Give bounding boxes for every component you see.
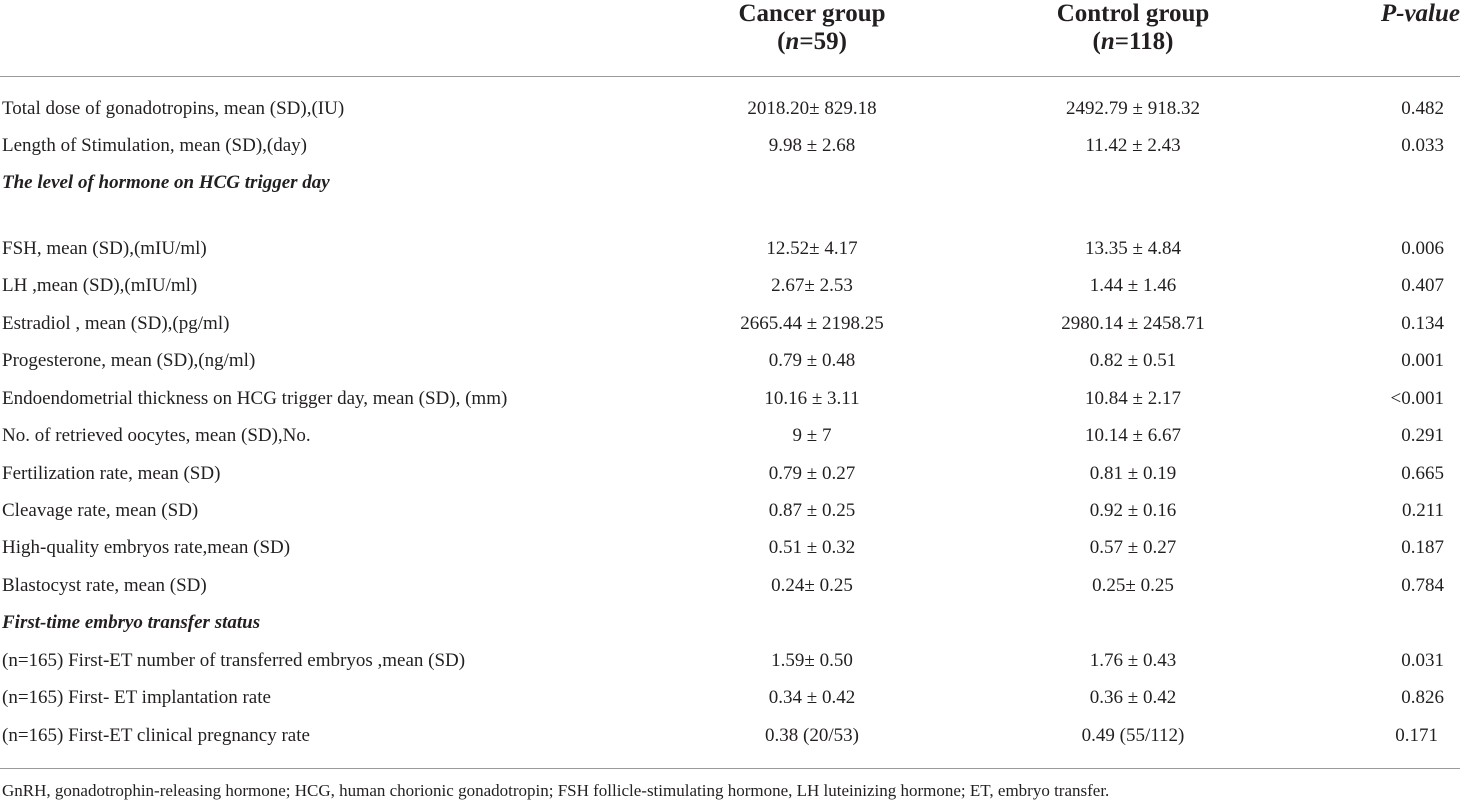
control-value: 2980.14 ± 2458.71 <box>1061 313 1205 334</box>
row-label: LH ,mean (SD),(mIU/ml) <box>2 275 198 296</box>
table-row <box>0 127 1460 164</box>
row-label: (n=165) First-ET number of transferred embryos ,mean (SD) <box>2 650 466 671</box>
section-label: The level of hormone on HCG trigger day <box>2 172 330 193</box>
row-label: Endoendometrial thickness on HCG trigger day, mean (SD), (mm) <box>2 388 508 409</box>
p-value: 0.187 <box>1401 537 1444 558</box>
cancer-value: 10.16 ± 3.11 <box>764 388 860 409</box>
control-value: 0.57 ± 0.27 <box>1089 537 1177 558</box>
control-value: 0.92 ± 0.16 <box>1089 500 1177 521</box>
cancer-value: 0.51 ± 0.32 <box>768 537 856 558</box>
row-label: FSH, mean (SD),(mIU/ml) <box>2 238 207 259</box>
cancer-value: 0.79 ± 0.27 <box>768 463 856 484</box>
p-value: 0.784 <box>1401 575 1444 596</box>
control-value: 10.84 ± 2.17 <box>1085 388 1181 409</box>
header-p-value: P-value <box>1380 0 1460 27</box>
table-row <box>0 267 1460 304</box>
footer-rule <box>0 768 1460 769</box>
p-value: <0.001 <box>1390 388 1444 409</box>
control-value: 13.35 ± 4.84 <box>1085 238 1181 259</box>
cancer-group-n: (n=59) <box>777 28 847 55</box>
p-value: 0.134 <box>1401 313 1444 334</box>
row-label: No. of retrieved oocytes, mean (SD),No. <box>2 425 311 446</box>
row-label: High-quality embryos rate,mean (SD) <box>2 537 291 558</box>
table-row <box>0 230 1460 267</box>
p-value: 0.031 <box>1401 650 1444 671</box>
table-row <box>0 305 1460 342</box>
row-label: Fertilization rate, mean (SD) <box>2 463 221 484</box>
row-label: Progesterone, mean (SD),(ng/ml) <box>2 350 256 371</box>
table-footnote: GnRH, gonadotrophin-releasing hormone; HCG, human chorionic gonadotropin; FSH follicle-stimulating hormone, LH luteinizing hormone; ET, embryo transfer. <box>2 781 1110 800</box>
control-value: 0.36 ± 0.42 <box>1089 687 1177 708</box>
cancer-value: 2018.20± 829.18 <box>747 98 877 119</box>
table-row <box>0 342 1460 379</box>
p-value: 0.171 <box>1395 725 1438 746</box>
row-label: Estradiol , mean (SD),(pg/ml) <box>2 313 230 334</box>
row-label: Length of Stimulation, mean (SD),(day) <box>2 135 307 156</box>
table-row <box>0 717 1460 754</box>
cancer-value: 9.98 ± 2.68 <box>768 135 856 156</box>
control-value: 1.44 ± 1.46 <box>1089 275 1177 296</box>
row-label: Blastocyst rate, mean (SD) <box>2 575 207 596</box>
row-label: (n=165) First-ET clinical pregnancy rate <box>2 725 310 746</box>
p-value: 0.001 <box>1401 350 1444 371</box>
cancer-value: 1.59± 0.50 <box>771 650 853 671</box>
cancer-value: 0.34 ± 0.42 <box>768 687 856 708</box>
table-row <box>0 529 1460 566</box>
table-row <box>0 679 1460 716</box>
table-row <box>0 567 1460 604</box>
cancer-value: 12.52± 4.17 <box>766 238 858 259</box>
row-label: Cleavage rate, mean (SD) <box>2 500 199 521</box>
cancer-value: 2665.44 ± 2198.25 <box>740 313 884 334</box>
table-row <box>0 90 1460 127</box>
control-value: 2492.79 ± 918.32 <box>1066 98 1200 119</box>
section-header <box>0 604 1460 641</box>
p-value: 0.826 <box>1401 687 1444 708</box>
cancer-value: 2.67± 2.53 <box>771 275 853 296</box>
cancer-value: 0.79 ± 0.48 <box>768 350 856 371</box>
table-row <box>0 380 1460 417</box>
row-label: Total dose of gonadotropins, mean (SD),(IU) <box>2 98 345 119</box>
cancer-value: 0.87 ± 0.25 <box>768 500 856 521</box>
control-group-n: (n=118) <box>1092 28 1174 55</box>
control-value: 1.76 ± 0.43 <box>1089 650 1177 671</box>
section-header <box>0 164 1460 201</box>
table-row <box>0 492 1460 529</box>
control-value: 0.49 (55/112) <box>1081 725 1185 746</box>
p-value: 0.482 <box>1401 98 1444 119</box>
header-cancer-group <box>712 0 912 56</box>
table-row <box>0 455 1460 492</box>
p-value: 0.006 <box>1401 238 1444 259</box>
control-value: 0.81 ± 0.19 <box>1089 463 1177 484</box>
header-control-group <box>1023 0 1243 56</box>
cancer-value: 9 ± 7 <box>792 425 832 446</box>
section-label: First-time embryo transfer status <box>2 612 261 633</box>
control-value: 0.82 ± 0.51 <box>1089 350 1177 371</box>
p-value: 0.665 <box>1401 463 1444 484</box>
control-value: 0.25± 0.25 <box>1092 575 1174 596</box>
header-rule <box>0 76 1460 77</box>
p-value: 0.033 <box>1401 135 1444 156</box>
table-row <box>0 417 1460 454</box>
table-row <box>0 642 1460 679</box>
p-value: 0.291 <box>1401 425 1444 446</box>
p-value: 0.407 <box>1401 275 1444 296</box>
cancer-value: 0.38 (20/53) <box>765 725 859 746</box>
control-group-title: Control group <box>1056 0 1210 27</box>
cancer-group-title: Cancer group <box>738 0 886 27</box>
row-label: (n=165) First- ET implantation rate <box>2 687 271 708</box>
control-value: 10.14 ± 6.67 <box>1085 425 1181 446</box>
cancer-value: 0.24± 0.25 <box>771 575 853 596</box>
control-value: 11.42 ± 2.43 <box>1085 135 1181 156</box>
p-value: 0.211 <box>1401 500 1444 521</box>
